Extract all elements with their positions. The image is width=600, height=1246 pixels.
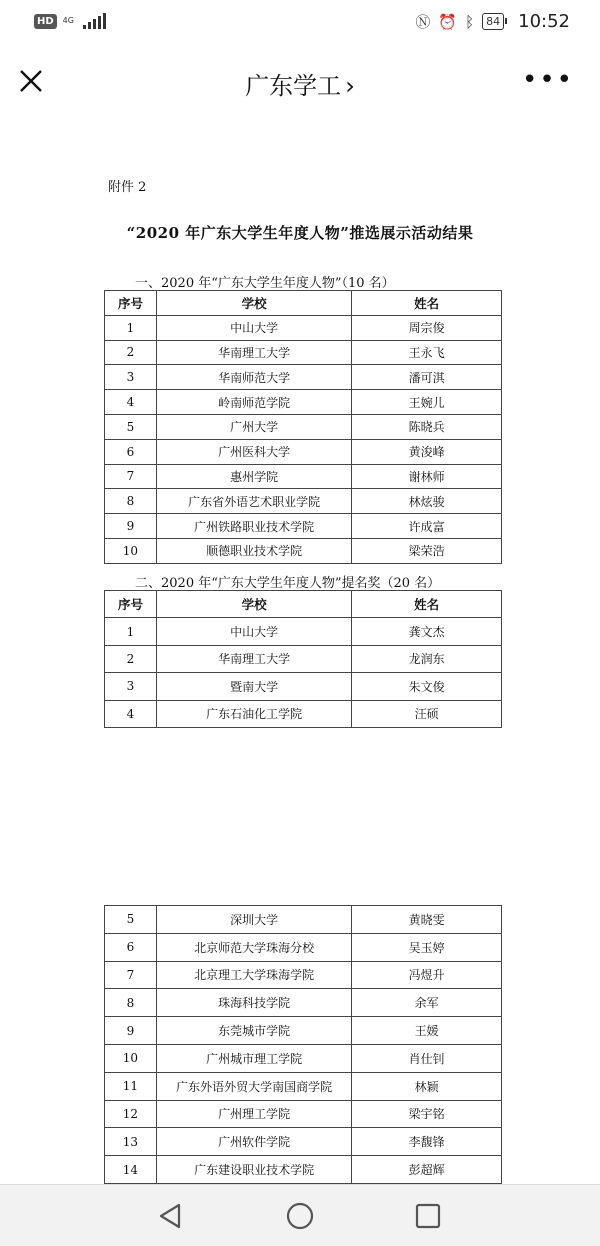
school-name: 北京师范大学珠海分校 bbox=[156, 933, 351, 961]
table-row bbox=[105, 989, 502, 1017]
page-title[interactable] bbox=[0, 66, 600, 101]
school-name: 广东建设职业技术学院 bbox=[156, 1156, 351, 1184]
person-name: 许成富 bbox=[352, 514, 502, 539]
table-row bbox=[105, 414, 502, 439]
section1-title: 一、2020 年“广东大学生年度人物”（10 名） bbox=[135, 276, 395, 291]
table-row bbox=[105, 439, 502, 464]
row-number: 6 bbox=[105, 933, 157, 961]
table-row bbox=[105, 1017, 502, 1045]
table-header-cell: 序号 bbox=[105, 591, 157, 618]
person-name: 王永飞 bbox=[352, 340, 502, 365]
row-number: 14 bbox=[105, 1156, 157, 1184]
signal-icon bbox=[83, 13, 106, 29]
person-name: 龚文杰 bbox=[352, 618, 502, 645]
person-name: 林炫骏 bbox=[352, 489, 502, 514]
school-name: 广东外语外贸大学南国商学院 bbox=[156, 1072, 351, 1100]
table-row bbox=[105, 365, 502, 390]
row-number: 11 bbox=[105, 1072, 157, 1100]
row-number: 3 bbox=[105, 673, 157, 700]
row-number: 5 bbox=[105, 414, 157, 439]
person-name: 黄晓雯 bbox=[352, 906, 502, 934]
school-name: 北京理工大学珠海学院 bbox=[156, 961, 351, 989]
row-number: 7 bbox=[105, 961, 157, 989]
school-name: 中山大学 bbox=[156, 618, 351, 645]
status-right bbox=[415, 11, 570, 32]
section2-table bbox=[104, 590, 502, 728]
status-bar bbox=[0, 0, 600, 44]
battery-icon: 84 bbox=[482, 13, 504, 30]
table-header-cell: 姓名 bbox=[352, 291, 502, 316]
school-name: 广州城市理工学院 bbox=[156, 1044, 351, 1072]
school-name: 广东石油化工学院 bbox=[156, 700, 351, 727]
system-nav-bar bbox=[0, 1184, 600, 1246]
row-number: 6 bbox=[105, 439, 157, 464]
table-row bbox=[105, 340, 502, 365]
hd-badge: HD bbox=[34, 14, 57, 29]
person-name: 黄浚峰 bbox=[352, 439, 502, 464]
page-title-text: 广东学工 bbox=[245, 72, 342, 100]
person-name: 陈晓兵 bbox=[352, 414, 502, 439]
school-name: 广州医科大学 bbox=[156, 439, 351, 464]
table-header-cell: 学校 bbox=[156, 291, 351, 316]
person-name: 潘可淇 bbox=[352, 365, 502, 390]
person-name: 汪硕 bbox=[352, 700, 502, 727]
row-number: 9 bbox=[105, 514, 157, 539]
table-row bbox=[105, 390, 502, 415]
table-row bbox=[105, 618, 502, 645]
row-number: 2 bbox=[105, 645, 157, 672]
person-name: 吴玉婷 bbox=[352, 933, 502, 961]
section1-table bbox=[104, 290, 502, 564]
school-name: 华南理工大学 bbox=[156, 645, 351, 672]
row-number: 10 bbox=[105, 538, 157, 563]
section2-title: 二、2020 年“广东大学生年度人物”提名奖（20 名） bbox=[135, 576, 441, 591]
nfc-icon: Ⓝ bbox=[415, 13, 431, 31]
school-name: 珠海科技学院 bbox=[156, 989, 351, 1017]
back-icon[interactable] bbox=[155, 1200, 187, 1232]
table-header-cell: 学校 bbox=[156, 591, 351, 618]
table-row bbox=[105, 700, 502, 727]
table-row bbox=[105, 1044, 502, 1072]
document-title: “2020 年广东大学生年度人物”推选展示活动结果 bbox=[126, 224, 474, 242]
person-name: 梁宇铭 bbox=[352, 1100, 502, 1128]
table-row bbox=[105, 906, 502, 934]
row-number: 13 bbox=[105, 1128, 157, 1156]
row-number: 8 bbox=[105, 989, 157, 1017]
school-name: 广州铁路职业技术学院 bbox=[156, 514, 351, 539]
recents-icon[interactable] bbox=[412, 1200, 444, 1232]
person-name: 梁荣浩 bbox=[352, 538, 502, 563]
more-icon[interactable]: ••• bbox=[521, 65, 574, 95]
table-row bbox=[105, 1128, 502, 1156]
document-page bbox=[0, 120, 600, 1184]
person-name: 王婉儿 bbox=[352, 390, 502, 415]
network-type: 4G bbox=[62, 16, 74, 25]
row-number: 12 bbox=[105, 1100, 157, 1128]
school-name: 惠州学院 bbox=[156, 464, 351, 489]
person-name: 谢林师 bbox=[352, 464, 502, 489]
school-name: 广州软件学院 bbox=[156, 1128, 351, 1156]
table-row bbox=[105, 645, 502, 672]
school-name: 广州大学 bbox=[156, 414, 351, 439]
table-header-row bbox=[105, 591, 502, 618]
school-name: 暨南大学 bbox=[156, 673, 351, 700]
row-number: 10 bbox=[105, 1044, 157, 1072]
school-name: 深圳大学 bbox=[156, 906, 351, 934]
table-row bbox=[105, 1072, 502, 1100]
row-number: 8 bbox=[105, 489, 157, 514]
section2-continued-table bbox=[104, 905, 502, 1184]
table-row bbox=[105, 1100, 502, 1128]
row-number: 1 bbox=[105, 315, 157, 340]
status-left bbox=[34, 13, 106, 29]
table-header-cell: 序号 bbox=[105, 291, 157, 316]
row-number: 4 bbox=[105, 390, 157, 415]
table-row bbox=[105, 673, 502, 700]
school-name: 中山大学 bbox=[156, 315, 351, 340]
row-number: 3 bbox=[105, 365, 157, 390]
row-number: 4 bbox=[105, 700, 157, 727]
alarm-icon: ⏰ bbox=[438, 12, 458, 31]
nav-bar bbox=[0, 44, 600, 120]
person-name: 王媛 bbox=[352, 1017, 502, 1045]
row-number: 7 bbox=[105, 464, 157, 489]
row-number: 9 bbox=[105, 1017, 157, 1045]
table-row bbox=[105, 961, 502, 989]
person-name: 林颖 bbox=[352, 1072, 502, 1100]
school-name: 华南理工大学 bbox=[156, 340, 351, 365]
person-name: 周宗俊 bbox=[352, 315, 502, 340]
table-row bbox=[105, 933, 502, 961]
row-number: 1 bbox=[105, 618, 157, 645]
chevron-right-icon: › bbox=[345, 72, 355, 100]
table-header-cell: 姓名 bbox=[352, 591, 502, 618]
home-icon[interactable] bbox=[284, 1200, 316, 1232]
school-name: 东莞城市学院 bbox=[156, 1017, 351, 1045]
table-row bbox=[105, 1156, 502, 1184]
table-row bbox=[105, 538, 502, 563]
school-name: 广州理工学院 bbox=[156, 1100, 351, 1128]
table-header-row bbox=[105, 291, 502, 316]
person-name: 龙润东 bbox=[352, 645, 502, 672]
status-time: 10:52 bbox=[518, 11, 570, 32]
table-row bbox=[105, 489, 502, 514]
attachment-label: 附件 2 bbox=[108, 180, 147, 195]
bluetooth-icon: ᛒ bbox=[465, 12, 475, 31]
school-name: 顺德职业技术学院 bbox=[156, 538, 351, 563]
person-name: 肖仕钊 bbox=[352, 1044, 502, 1072]
table-row bbox=[105, 315, 502, 340]
school-name: 华南师范大学 bbox=[156, 365, 351, 390]
row-number: 5 bbox=[105, 906, 157, 934]
person-name: 朱文俊 bbox=[352, 673, 502, 700]
person-name: 彭超辉 bbox=[352, 1156, 502, 1184]
person-name: 余军 bbox=[352, 989, 502, 1017]
table-row bbox=[105, 464, 502, 489]
person-name: 冯煜升 bbox=[352, 961, 502, 989]
table-row bbox=[105, 514, 502, 539]
row-number: 2 bbox=[105, 340, 157, 365]
school-name: 广东省外语艺术职业学院 bbox=[156, 489, 351, 514]
person-name: 李馥锋 bbox=[352, 1128, 502, 1156]
school-name: 岭南师范学院 bbox=[156, 390, 351, 415]
